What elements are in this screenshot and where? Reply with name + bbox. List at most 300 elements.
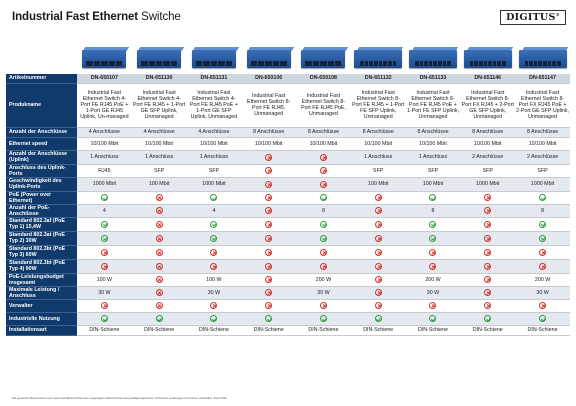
cross-icon — [265, 263, 272, 270]
product-image-cell — [351, 38, 406, 74]
spec-value: DIN-Schiene — [241, 325, 296, 335]
spec-row — [6, 325, 570, 335]
cross-icon — [265, 207, 272, 214]
spec-value: DIN-Schiene — [460, 325, 515, 335]
cross-icon — [429, 249, 436, 256]
cross-icon — [375, 263, 382, 270]
spec-value: DIN-Schiene — [132, 325, 187, 335]
spec-value: 10/100 Mbit — [406, 137, 461, 150]
spec-value: Industrial Fast Ethernet Switch 4-Port FE RJ45 PoE + 1-Port GE SFP Uplink, Unmanaged — [187, 83, 242, 127]
spec-cell — [515, 191, 570, 204]
article-number: DN-651133 — [406, 74, 461, 83]
spec-cell — [132, 204, 187, 217]
product-image-cell — [241, 38, 296, 74]
product-image-cell — [77, 38, 132, 74]
cross-icon — [156, 263, 163, 270]
spec-row — [6, 83, 570, 127]
spec-cell — [132, 191, 187, 204]
spec-cell — [515, 231, 570, 245]
spec-value: 100 Mbit — [351, 177, 406, 191]
cross-icon — [484, 276, 491, 283]
comparison-table — [6, 38, 570, 336]
spec-value: 4 — [77, 204, 132, 217]
spec-label: Standard 802.3at (PoE Typ 2) 30W — [6, 231, 77, 245]
spec-cell — [406, 245, 461, 259]
spec-cell — [132, 273, 187, 286]
spec-cell — [515, 217, 570, 231]
spec-value: 1000 Mbit — [515, 177, 570, 191]
spec-value: Industrial Fast Ethernet Switch 4-Port FE RJ45 PoE + 1-Port GE RJ45 Uplink, Un-managed — [77, 83, 132, 127]
article-number: DN-651146 — [460, 74, 515, 83]
spec-value: SFP — [187, 164, 242, 177]
spec-value: DIN-Schiene — [351, 325, 406, 335]
spec-value: 4 Anschlüsse — [187, 127, 242, 137]
spec-value: RJ45 — [77, 164, 132, 177]
check-icon — [429, 235, 436, 242]
check-icon — [101, 235, 108, 242]
spec-row — [6, 204, 570, 217]
product-image-cell — [460, 38, 515, 74]
spec-value: DIN-Schiene — [515, 325, 570, 335]
check-icon — [484, 315, 491, 322]
spec-cell — [241, 259, 296, 273]
switch-product-image — [80, 45, 128, 70]
page-title — [12, 11, 181, 23]
spec-cell — [132, 245, 187, 259]
spec-value: Industrial Fast Ethernet Switch 8-Port FE RJ45 + 1-Port FE SFP Uplink, Unmanaged — [351, 83, 406, 127]
spec-cell — [241, 273, 296, 286]
spec-cell — [406, 312, 461, 325]
spec-value: Industrial Fast Ethernet Switch 8-Port FX RJ45 + 2-Port GE SFP Uplink, Unmanaged — [460, 83, 515, 127]
spec-value: 1 Anschluss — [406, 150, 461, 164]
spec-value: 8 Anschlüsse — [460, 127, 515, 137]
spec-value: SFP — [351, 164, 406, 177]
spec-cell — [132, 312, 187, 325]
spec-value: 8 — [406, 204, 461, 217]
spec-value: 10/100 Mbit — [296, 137, 351, 150]
cross-icon — [375, 235, 382, 242]
cross-icon — [484, 207, 491, 214]
switch-product-image — [519, 45, 567, 70]
spec-value: SFP — [515, 164, 570, 177]
cross-icon — [265, 181, 272, 188]
spec-cell — [460, 245, 515, 259]
spec-cell — [296, 312, 351, 325]
spec-value: DIN-Schiene — [187, 325, 242, 335]
product-image-row — [6, 38, 570, 74]
spec-row — [6, 286, 570, 299]
spec-value: 100 W — [187, 273, 242, 286]
cross-icon — [265, 302, 272, 309]
spec-row — [6, 127, 570, 137]
spec-value: 200 W — [296, 273, 351, 286]
spec-label: Geschwindigkeit des Uplink-Ports — [6, 177, 77, 191]
check-icon — [101, 315, 108, 322]
spec-row — [6, 191, 570, 204]
cross-icon — [484, 235, 491, 242]
cross-icon — [156, 302, 163, 309]
check-icon — [429, 221, 436, 228]
spec-label: Standard 802.3bt (PoE Typ 4) 90W — [6, 259, 77, 273]
footer-disclaimer: Alle genannten Markennamen und Logos sind Markenzeichen bzw. eingetragene Markenzeichen der jeweiligen Eigentümer. Technische Änderungen und Irrtümer vorbehalten. Stand 2022 — [12, 397, 227, 400]
spec-cell — [241, 286, 296, 299]
spec-cell — [241, 299, 296, 312]
spec-value: 8 — [515, 204, 570, 217]
spec-value: 2 Anschlüsse — [515, 150, 570, 164]
check-icon — [265, 315, 272, 322]
spec-value: 4 Anschlüsse — [77, 127, 132, 137]
article-number: DN-651130 — [132, 74, 187, 83]
spec-cell — [351, 273, 406, 286]
spec-value: 100 Mbit — [132, 177, 187, 191]
spec-value: Industrial Fast Ethernet Switch 4-Port FE RJ45 + 1-Port GE SFP Uplink, Unmanaged — [132, 83, 187, 127]
product-image-cell — [406, 38, 461, 74]
spec-cell — [351, 312, 406, 325]
spec-label: Anzahl der PoE-Anschlüsse — [6, 204, 77, 217]
article-number: DN-650106 — [241, 74, 296, 83]
spec-cell — [406, 259, 461, 273]
spec-value: DIN-Schiene — [296, 325, 351, 335]
spec-cell — [187, 231, 242, 245]
spec-cell — [351, 286, 406, 299]
spec-cell — [296, 150, 351, 164]
spec-value: SFP — [460, 164, 515, 177]
spec-cell — [77, 299, 132, 312]
spec-value: Industrial Fast Ethernet Switch 8-Port FE RJ45 PoE, Unmanaged — [296, 83, 351, 127]
cross-icon — [210, 302, 217, 309]
spec-cell — [77, 217, 132, 231]
switch-product-image — [409, 45, 457, 70]
spec-value: 4 Anschlüsse — [132, 127, 187, 137]
spec-value: 100 W — [77, 273, 132, 286]
check-icon — [210, 194, 217, 201]
spec-value: 2 Anschlüsse — [460, 150, 515, 164]
spec-cell — [351, 259, 406, 273]
spec-value: 30 W — [515, 286, 570, 299]
spec-cell — [187, 259, 242, 273]
spec-cell — [187, 191, 242, 204]
spec-row — [6, 312, 570, 325]
spec-cell — [187, 312, 242, 325]
cross-icon — [375, 302, 382, 309]
spec-value: 1 Anschluss — [77, 150, 132, 164]
spec-value: 10/100 Mbit — [351, 137, 406, 150]
spec-value: 8 Anschlüsse — [406, 127, 461, 137]
check-icon — [320, 194, 327, 201]
check-icon — [156, 315, 163, 322]
spec-value: 30 W — [406, 286, 461, 299]
spec-cell — [241, 231, 296, 245]
spec-cell — [77, 312, 132, 325]
spec-cell — [241, 204, 296, 217]
spec-cell — [296, 259, 351, 273]
article-number: DN-651132 — [351, 74, 406, 83]
spec-row — [6, 217, 570, 231]
product-image-cell — [515, 38, 570, 74]
switch-product-image — [135, 45, 183, 70]
spec-value: 1000 Mbit — [187, 177, 242, 191]
spec-value: 8 Anschlüsse — [351, 127, 406, 137]
spec-cell — [241, 150, 296, 164]
spec-value: 30 W — [187, 286, 242, 299]
spec-cell — [460, 217, 515, 231]
switch-product-image — [245, 45, 293, 70]
spec-row — [6, 177, 570, 191]
check-icon — [210, 315, 217, 322]
spec-cell — [460, 204, 515, 217]
spec-cell — [515, 299, 570, 312]
spec-cell — [460, 191, 515, 204]
article-number: DN-650107 — [77, 74, 132, 83]
spec-cell — [406, 299, 461, 312]
spec-cell — [241, 191, 296, 204]
cross-icon — [484, 194, 491, 201]
check-icon — [539, 194, 546, 201]
cross-icon — [156, 194, 163, 201]
title-rest: Switche — [141, 11, 181, 23]
image-row-spacer — [6, 38, 77, 74]
spec-cell — [460, 231, 515, 245]
cross-icon — [539, 302, 546, 309]
spec-value: SFP — [132, 164, 187, 177]
cross-icon — [320, 263, 327, 270]
spec-label: Ethernet speed — [6, 137, 77, 150]
switch-product-image — [299, 45, 347, 70]
cross-icon — [484, 289, 491, 296]
spec-value: 10/100 Mbit — [77, 137, 132, 150]
check-icon — [429, 194, 436, 201]
spec-cell — [351, 299, 406, 312]
spec-value: 200 W — [515, 273, 570, 286]
spec-label: Produkname — [6, 83, 77, 127]
check-icon — [210, 235, 217, 242]
spec-cell — [77, 231, 132, 245]
check-icon — [101, 194, 108, 201]
spec-value: 8 — [296, 204, 351, 217]
spec-label: PoE-Leistungsbudget insgesamt — [6, 273, 77, 286]
switch-product-image — [354, 45, 402, 70]
cross-icon — [429, 302, 436, 309]
spec-label: Installationsart — [6, 325, 77, 335]
spec-value: 1 Anschluss — [132, 150, 187, 164]
cross-icon — [375, 289, 382, 296]
spec-cell — [77, 191, 132, 204]
cross-icon — [265, 167, 272, 174]
spec-cell — [187, 217, 242, 231]
cross-icon — [101, 263, 108, 270]
cross-icon — [539, 263, 546, 270]
spec-value: 10/100 Mbit — [460, 137, 515, 150]
spec-cell — [296, 231, 351, 245]
spec-cell — [241, 177, 296, 191]
spec-value: 30 W — [77, 286, 132, 299]
spec-value: 8 Anschlüsse — [515, 127, 570, 137]
spec-row — [6, 150, 570, 164]
cross-icon — [265, 276, 272, 283]
check-icon — [320, 315, 327, 322]
spec-row — [6, 231, 570, 245]
spec-value: 8 Anschlüsse — [241, 127, 296, 137]
spec-cell — [515, 259, 570, 273]
spec-label: PoE (Power over Ethernet) — [6, 191, 77, 204]
spec-cell — [406, 191, 461, 204]
spec-cell — [406, 231, 461, 245]
cross-icon — [265, 221, 272, 228]
spec-value: 4 — [187, 204, 242, 217]
spec-cell — [351, 191, 406, 204]
spec-row — [6, 259, 570, 273]
spec-cell — [187, 245, 242, 259]
switch-product-image — [190, 45, 238, 70]
cross-icon — [265, 194, 272, 201]
cross-icon — [101, 302, 108, 309]
spec-cell — [241, 164, 296, 177]
spec-cell — [241, 312, 296, 325]
spec-value: 30 W — [296, 286, 351, 299]
spec-cell — [296, 299, 351, 312]
spec-value: 100 Mbit — [406, 177, 461, 191]
spec-cell — [460, 259, 515, 273]
spec-value: DIN-Schiene — [406, 325, 461, 335]
spec-row — [6, 245, 570, 259]
spec-cell — [351, 217, 406, 231]
cross-icon — [156, 221, 163, 228]
spec-cell — [77, 259, 132, 273]
cross-icon — [484, 263, 491, 270]
cross-icon — [320, 154, 327, 161]
cross-icon — [156, 289, 163, 296]
check-icon — [429, 315, 436, 322]
spec-cell — [77, 245, 132, 259]
spec-label: Anschluss des Uplink-Ports — [6, 164, 77, 177]
spec-cell — [241, 217, 296, 231]
spec-value: SFP — [406, 164, 461, 177]
cross-icon — [156, 276, 163, 283]
cross-icon — [375, 221, 382, 228]
cross-icon — [265, 249, 272, 256]
brand-logo: DIGITUS® — [500, 10, 566, 25]
spec-label: Anzahl der Anschlüsse (Uplink) — [6, 150, 77, 164]
spec-value: 8 Anschlüsse — [296, 127, 351, 137]
spec-cell — [351, 204, 406, 217]
check-icon — [320, 221, 327, 228]
spec-value: 10/100 Mbit — [132, 137, 187, 150]
spec-cell — [515, 245, 570, 259]
spec-cell — [460, 299, 515, 312]
title-bold: Industrial Fast Ethernet — [12, 11, 139, 23]
cross-icon — [484, 249, 491, 256]
cross-icon — [265, 289, 272, 296]
spec-row — [6, 164, 570, 177]
cross-icon — [265, 154, 272, 161]
cross-icon — [156, 249, 163, 256]
product-image-cell — [296, 38, 351, 74]
spec-row — [6, 299, 570, 312]
spec-cell — [132, 259, 187, 273]
spec-label: Verwalter — [6, 299, 77, 312]
spec-row — [6, 74, 570, 83]
logo-text: DIGITUS — [506, 12, 556, 23]
cross-icon — [210, 263, 217, 270]
cross-icon — [484, 302, 491, 309]
switch-product-image — [464, 45, 512, 70]
spec-cell — [187, 299, 242, 312]
spec-cell — [132, 286, 187, 299]
cross-icon — [375, 207, 382, 214]
cross-icon — [375, 194, 382, 201]
cross-icon — [210, 249, 217, 256]
spec-row — [6, 137, 570, 150]
check-icon — [101, 221, 108, 228]
spec-cell — [241, 245, 296, 259]
spec-value: 10/100 Mbit — [515, 137, 570, 150]
cross-icon — [101, 249, 108, 256]
spec-cell — [460, 286, 515, 299]
spec-cell — [351, 231, 406, 245]
spec-value: 10/100 Mbit — [187, 137, 242, 150]
spec-value: Industrial Fast Ethernet Switch 8-Port FE RJ45 PoE + 1-Port FE SFP Uplink, Unmanaged — [406, 83, 461, 127]
spec-value: Industrial Fast Ethernet Switch 8-Port FX RJ45 PoE + 2-Port GE SFP Uplink, Unmanaged — [515, 83, 570, 127]
spec-label: Standard 802.3af (PoE Typ 1) 15,4W — [6, 217, 77, 231]
spec-label: Standard 802.3bt (PoE Typ 3) 60W — [6, 245, 77, 259]
cross-icon — [156, 207, 163, 214]
spec-value: 1000 Mbit — [77, 177, 132, 191]
article-number: DN-651147 — [515, 74, 570, 83]
spec-value: 1000 Mbit — [460, 177, 515, 191]
spec-value: 200 W — [406, 273, 461, 286]
spec-cell — [460, 312, 515, 325]
spec-cell — [132, 217, 187, 231]
cross-icon — [320, 167, 327, 174]
spec-cell — [132, 299, 187, 312]
cross-icon — [320, 249, 327, 256]
spec-cell — [296, 217, 351, 231]
check-icon — [539, 221, 546, 228]
spec-value: Industrial Fast Ethernet Switch 8-Port FE RJ45, Unmanaged — [241, 83, 296, 127]
article-number: DN-651131 — [187, 74, 242, 83]
check-icon — [539, 235, 546, 242]
spec-cell — [296, 177, 351, 191]
cross-icon — [320, 181, 327, 188]
spec-cell — [460, 273, 515, 286]
spec-row — [6, 273, 570, 286]
spec-cell — [515, 312, 570, 325]
cross-icon — [265, 235, 272, 242]
spec-label: Maximale Leistung / Anschluss — [6, 286, 77, 299]
check-icon — [320, 235, 327, 242]
cross-icon — [375, 249, 382, 256]
spec-label: Anzahl der Anschlüsse — [6, 127, 77, 137]
product-image-cell — [132, 38, 187, 74]
cross-icon — [539, 249, 546, 256]
cross-icon — [156, 235, 163, 242]
cross-icon — [429, 263, 436, 270]
spec-value: DIN-Schiene — [77, 325, 132, 335]
spec-cell — [296, 191, 351, 204]
product-image-cell — [187, 38, 242, 74]
spec-cell — [406, 217, 461, 231]
spec-cell — [132, 231, 187, 245]
article-number: DN-650108 — [296, 74, 351, 83]
spec-cell — [296, 245, 351, 259]
cross-icon — [320, 302, 327, 309]
check-icon — [210, 221, 217, 228]
spec-label: Artikelnummer — [6, 74, 77, 83]
spec-value: 1 Anschluss — [351, 150, 406, 164]
spec-value: 10/100 Mbit — [241, 137, 296, 150]
spec-label: Industrielle Nutzung — [6, 312, 77, 325]
cross-icon — [375, 276, 382, 283]
